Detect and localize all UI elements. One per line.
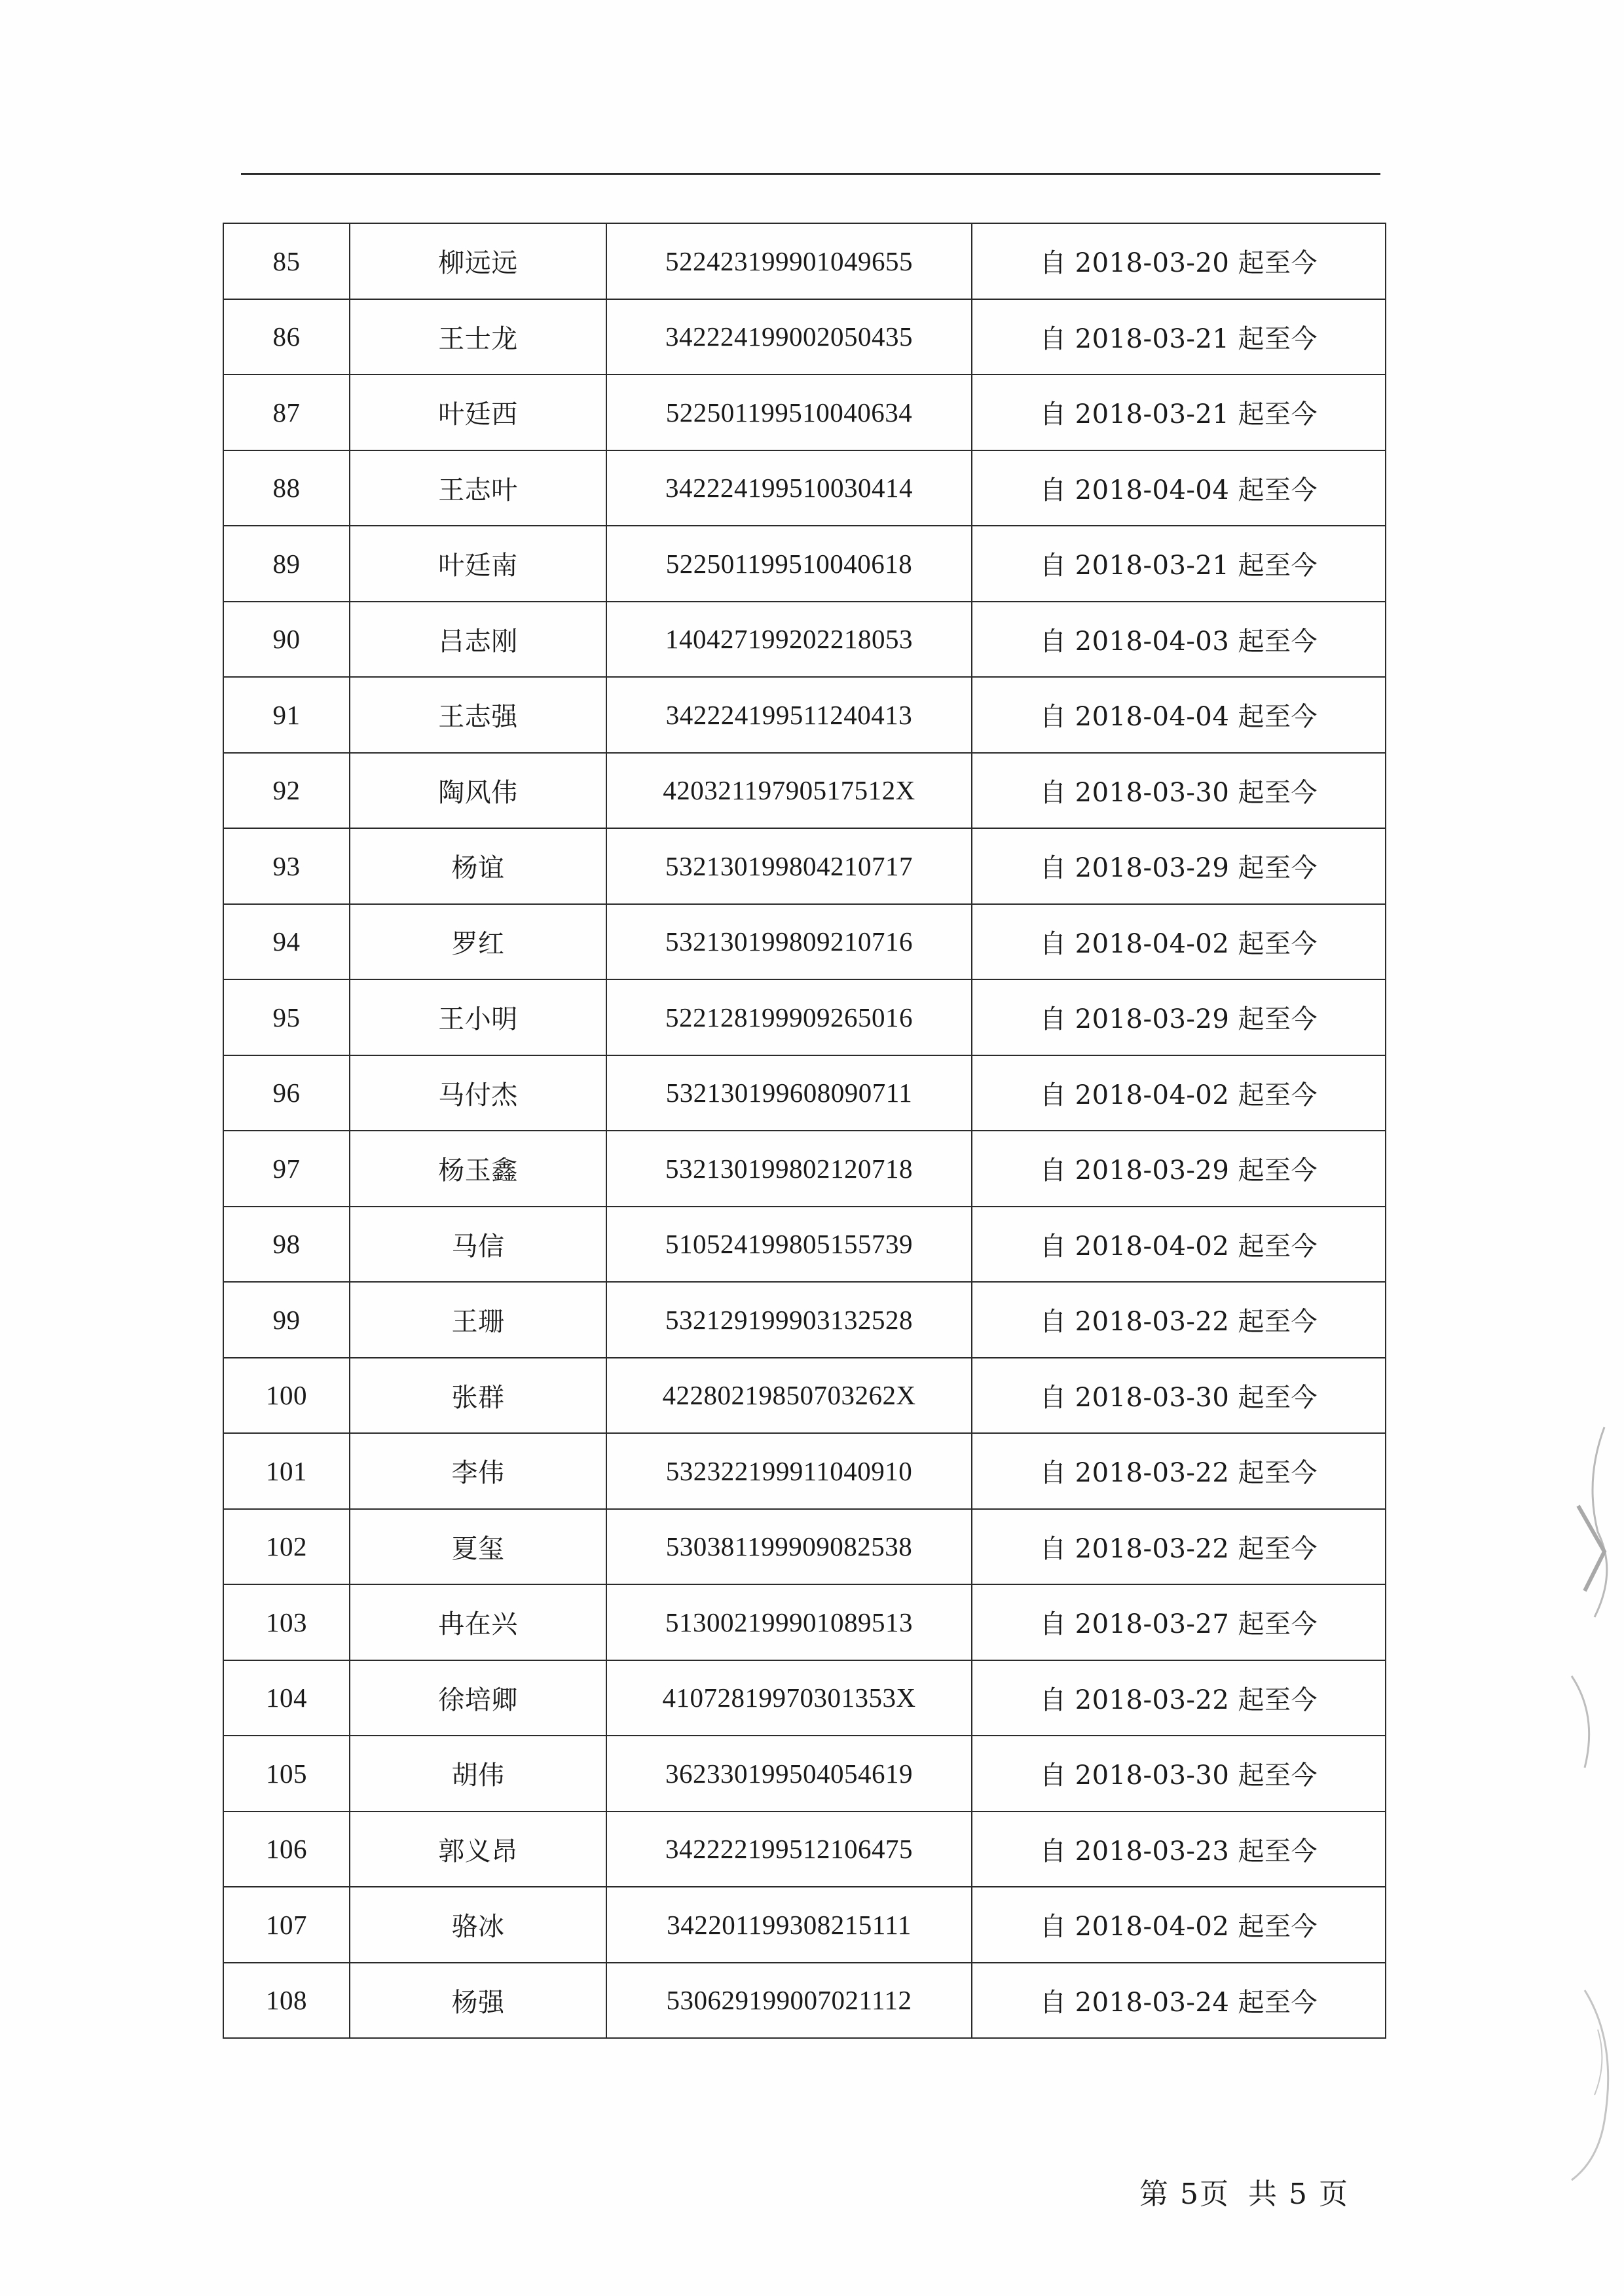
name-cell: 马信 [350, 1207, 606, 1283]
id-number-cell: 522423199901049655 [606, 223, 972, 299]
page-footer [1139, 2170, 1367, 2212]
personnel-table-container [223, 223, 1385, 2039]
employment-period-cell: 自 2018-03-22 起至今 [972, 1509, 1386, 1585]
id-number-cell: 532130199608090711 [606, 1055, 972, 1131]
name-cell: 胡伟 [350, 1736, 606, 1812]
row-number-cell: 93 [223, 828, 350, 904]
row-number-cell: 102 [223, 1509, 350, 1585]
employment-period-cell: 自 2018-03-22 起至今 [972, 1660, 1386, 1736]
row-number-cell: 103 [223, 1584, 350, 1660]
table-row [223, 904, 1386, 980]
id-number-cell: 362330199504054619 [606, 1736, 972, 1812]
seal-fragment-stamp [1559, 1401, 1624, 2187]
id-number-cell: 510524199805155739 [606, 1207, 972, 1283]
table-row [223, 1963, 1386, 2039]
row-number-cell: 98 [223, 1207, 350, 1283]
row-number-cell: 91 [223, 677, 350, 753]
employment-period-cell: 自 2018-03-27 起至今 [972, 1584, 1386, 1660]
employment-period-cell: 自 2018-03-29 起至今 [972, 1131, 1386, 1207]
row-number-cell: 108 [223, 1963, 350, 2039]
name-cell: 王小明 [350, 979, 606, 1055]
id-number-cell: 42032119790517512X [606, 753, 972, 829]
employment-period-cell: 自 2018-04-04 起至今 [972, 677, 1386, 753]
table-row [223, 1812, 1386, 1887]
id-number-cell: 342222199512106475 [606, 1812, 972, 1887]
id-number-cell: 532322199911040910 [606, 1433, 972, 1509]
name-cell: 徐培卿 [350, 1660, 606, 1736]
employment-period-cell: 自 2018-03-30 起至今 [972, 753, 1386, 829]
employment-period-cell: 自 2018-03-21 起至今 [972, 526, 1386, 602]
table-row [223, 374, 1386, 450]
page-number-total: 共 5 页 [1247, 2178, 1349, 2211]
row-number-cell: 97 [223, 1131, 350, 1207]
employment-period-cell: 自 2018-03-21 起至今 [972, 299, 1386, 375]
row-number-cell: 94 [223, 904, 350, 980]
id-number-cell: 342224199511240413 [606, 677, 972, 753]
table-row [223, 1207, 1386, 1283]
id-number-cell: 530381199909082538 [606, 1509, 972, 1585]
table-row [223, 1358, 1386, 1434]
employment-period-cell: 自 2018-04-02 起至今 [972, 1055, 1386, 1131]
employment-period-cell: 自 2018-03-30 起至今 [972, 1358, 1386, 1434]
employment-period-cell: 自 2018-04-04 起至今 [972, 450, 1386, 526]
name-cell: 王志叶 [350, 450, 606, 526]
employment-period-cell: 自 2018-03-29 起至今 [972, 979, 1386, 1055]
name-cell: 吕志刚 [350, 602, 606, 678]
name-cell: 陶风伟 [350, 753, 606, 829]
row-number-cell: 95 [223, 979, 350, 1055]
table-row [223, 602, 1386, 678]
table-row [223, 753, 1386, 829]
id-number-cell: 513002199901089513 [606, 1584, 972, 1660]
row-number-cell: 86 [223, 299, 350, 375]
id-number-cell: 342224199510030414 [606, 450, 972, 526]
employment-period-cell: 自 2018-03-30 起至今 [972, 1736, 1386, 1812]
name-cell: 骆冰 [350, 1887, 606, 1963]
name-cell: 张群 [350, 1358, 606, 1434]
table-row [223, 1736, 1386, 1812]
name-cell: 马付杰 [350, 1055, 606, 1131]
name-cell: 叶廷西 [350, 374, 606, 450]
table-row [223, 979, 1386, 1055]
table-row [223, 450, 1386, 526]
table-row [223, 299, 1386, 375]
employment-period-cell: 自 2018-03-22 起至今 [972, 1282, 1386, 1358]
header-rule [241, 173, 1380, 175]
table-row [223, 1887, 1386, 1963]
row-number-cell: 88 [223, 450, 350, 526]
employment-period-cell: 自 2018-03-21 起至今 [972, 374, 1386, 450]
name-cell: 杨谊 [350, 828, 606, 904]
row-number-cell: 106 [223, 1812, 350, 1887]
table-row [223, 1131, 1386, 1207]
row-number-cell: 89 [223, 526, 350, 602]
employment-period-cell: 自 2018-03-24 起至今 [972, 1963, 1386, 2039]
id-number-cell: 532129199903132528 [606, 1282, 972, 1358]
id-number-cell: 522501199510040634 [606, 374, 972, 450]
employment-period-cell: 自 2018-04-03 起至今 [972, 602, 1386, 678]
name-cell: 王士龙 [350, 299, 606, 375]
table-row [223, 1584, 1386, 1660]
id-number-cell: 41072819970301353X [606, 1660, 972, 1736]
name-cell: 柳远远 [350, 223, 606, 299]
id-number-cell: 530629199007021112 [606, 1963, 972, 2039]
row-number-cell: 100 [223, 1358, 350, 1434]
id-number-cell: 532130199802120718 [606, 1131, 972, 1207]
name-cell: 郭义昂 [350, 1812, 606, 1887]
id-number-cell: 342201199308215111 [606, 1887, 972, 1963]
name-cell: 罗红 [350, 904, 606, 980]
employment-period-cell: 自 2018-03-23 起至今 [972, 1812, 1386, 1887]
table-row [223, 1282, 1386, 1358]
name-cell: 王珊 [350, 1282, 606, 1358]
row-number-cell: 105 [223, 1736, 350, 1812]
employment-period-cell: 自 2018-03-22 起至今 [972, 1433, 1386, 1509]
name-cell: 叶廷南 [350, 526, 606, 602]
name-cell: 李伟 [350, 1433, 606, 1509]
row-number-cell: 87 [223, 374, 350, 450]
id-number-cell: 140427199202218053 [606, 602, 972, 678]
row-number-cell: 104 [223, 1660, 350, 1736]
name-cell: 王志强 [350, 677, 606, 753]
id-number-cell: 342224199002050435 [606, 299, 972, 375]
row-number-cell: 107 [223, 1887, 350, 1963]
employment-period-cell: 自 2018-03-20 起至今 [972, 223, 1386, 299]
table-row [223, 526, 1386, 602]
employment-period-cell: 自 2018-04-02 起至今 [972, 904, 1386, 980]
name-cell: 夏玺 [350, 1509, 606, 1585]
name-cell: 杨强 [350, 1963, 606, 2039]
page-number-current: 第 5页 [1139, 2178, 1230, 2211]
table-row [223, 223, 1386, 299]
id-number-cell: 522501199510040618 [606, 526, 972, 602]
table-row [223, 677, 1386, 753]
employment-period-cell: 自 2018-03-29 起至今 [972, 828, 1386, 904]
id-number-cell: 532130199809210716 [606, 904, 972, 980]
row-number-cell: 85 [223, 223, 350, 299]
row-number-cell: 99 [223, 1282, 350, 1358]
row-number-cell: 101 [223, 1433, 350, 1509]
row-number-cell: 96 [223, 1055, 350, 1131]
name-cell: 冉在兴 [350, 1584, 606, 1660]
table-row [223, 1055, 1386, 1131]
table-row [223, 1660, 1386, 1736]
row-number-cell: 90 [223, 602, 350, 678]
table-row [223, 1433, 1386, 1509]
personnel-table [223, 223, 1386, 2039]
table-row [223, 1509, 1386, 1585]
id-number-cell: 522128199909265016 [606, 979, 972, 1055]
table-body [223, 223, 1386, 2038]
name-cell: 杨玉鑫 [350, 1131, 606, 1207]
employment-period-cell: 自 2018-04-02 起至今 [972, 1887, 1386, 1963]
employment-period-cell: 自 2018-04-02 起至今 [972, 1207, 1386, 1283]
id-number-cell: 42280219850703262X [606, 1358, 972, 1434]
row-number-cell: 92 [223, 753, 350, 829]
id-number-cell: 532130199804210717 [606, 828, 972, 904]
table-row [223, 828, 1386, 904]
